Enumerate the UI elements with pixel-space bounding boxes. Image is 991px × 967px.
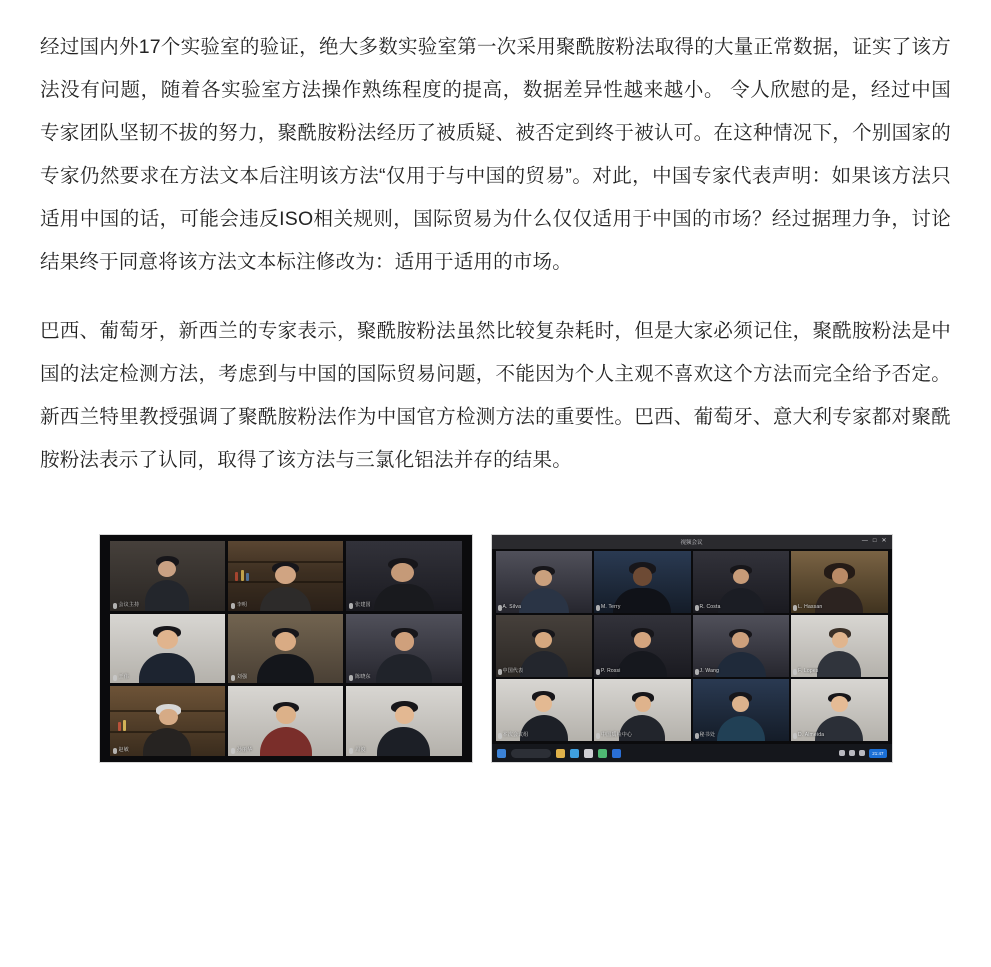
participant-name: 王伟 (118, 674, 129, 681)
mic-icon (231, 748, 235, 754)
mic-icon (498, 733, 502, 739)
mic-icon (349, 748, 353, 754)
participant-name: 孙丽华 (236, 746, 253, 753)
participant-name: 李明 (236, 601, 248, 608)
close-icon[interactable]: ✕ (881, 538, 887, 544)
mic-icon (793, 733, 797, 739)
article-body (40, 26, 951, 482)
paragraph-2: 巴西、葡萄牙，新西兰的专家表示，聚酰胺粉法虽然比较复杂耗时，但是大家必须记住，聚酰胺粉法是中国的法定检测方法，考虑到与中国的国际贸易问题，不能因为个人主观不喜欢这个方法而完全给予否定。新西兰特里教授强调了聚酰胺粉法作为中国官方检测方法的重要性。巴西、葡萄牙、意大利专家都对聚酰胺粉法表示了认同，取得了该方法与三氯化铝法并存的结果。 (40, 320, 951, 471)
windows-taskbar[interactable] (492, 744, 892, 762)
participant-name: M. Terry (601, 604, 621, 610)
volume-icon[interactable] (849, 750, 855, 756)
mic-icon (498, 605, 502, 611)
battery-icon[interactable] (859, 750, 865, 756)
video-tile[interactable] (594, 551, 691, 613)
participant-name: L. Hassan (798, 604, 823, 610)
video-tile[interactable] (496, 679, 593, 741)
participant-name: 会议主持 (118, 601, 140, 608)
mic-icon (349, 603, 353, 609)
participant-name: 周俊 (355, 746, 366, 753)
mic-icon (793, 669, 797, 675)
window-titlebar (492, 535, 892, 549)
maximize-icon[interactable]: □ (872, 538, 877, 544)
mic-icon (231, 675, 235, 681)
minimize-icon[interactable]: — (861, 538, 868, 544)
mic-icon (695, 669, 699, 675)
participant-name: R. Costa (699, 604, 721, 610)
meeting-screenshot-left (99, 534, 473, 763)
browser-icon[interactable] (570, 749, 579, 758)
participant-name: J. Wang (699, 668, 720, 674)
paragraph-1: 经过国内外17个实验室的验证，绝大多数实验室第一次采用聚酰胺粉法取得的大量正常数据，证实了该方法没有问题，随着各实验室方法操作熟练程度的提高，数据差异性越来越小。 令人欣慰的是，经过中国专家团队坚韧不拔的努力，聚酰胺粉法经历了被质疑、被否定到终于被认可。在这种情况下，个别国家的专家仍然要求在方法文本后注明该方法“仅用于与中国的贸易”。对此，中国专家代表声明：如果该方法只适用中国的话，可能会违反ISO相关规则，国际贸易为什么仅仅适用于中国的市场？经过据理力争，讨论结果终于同意将该方法文本标注修改为：适用于适用的市场。 (40, 36, 951, 273)
participant-name: P. Rossi (601, 668, 621, 674)
window-title: 视频会议 (680, 540, 703, 546)
mic-icon (596, 605, 600, 611)
mic-icon (113, 675, 117, 681)
video-tile[interactable] (791, 551, 888, 613)
mic-icon (596, 669, 600, 675)
participant-name: A. Silva (502, 604, 522, 610)
participant-name: 中国代表 (502, 668, 524, 674)
video-tile[interactable] (496, 615, 593, 677)
participant-name: 刘强 (236, 674, 248, 681)
video-tile[interactable] (346, 541, 461, 611)
meeting-app-icon[interactable] (612, 749, 621, 758)
taskbar-clock[interactable]: 21:47 (869, 749, 886, 758)
participant-name: 陈晓东 (355, 674, 371, 681)
video-tile[interactable] (346, 614, 461, 684)
mail-icon[interactable] (584, 749, 593, 758)
mic-icon (695, 605, 699, 611)
figure-row (40, 534, 951, 763)
video-tile[interactable] (110, 541, 225, 611)
participant-name: 本次会议组 (502, 732, 529, 738)
video-tile[interactable] (228, 686, 343, 756)
video-grid-left (110, 541, 462, 756)
mic-icon (113, 603, 117, 609)
explorer-icon[interactable] (556, 749, 565, 758)
participant-name: D. Almeida (798, 732, 825, 738)
taskbar-search-box[interactable] (511, 749, 551, 758)
video-tile[interactable] (594, 615, 691, 677)
video-tile[interactable] (791, 615, 888, 677)
mic-icon (596, 733, 600, 739)
window-controls[interactable] (862, 538, 887, 544)
participant-name: 中国质检中心 (601, 732, 633, 738)
taskbar-tray[interactable] (839, 749, 886, 758)
video-tile[interactable] (693, 679, 790, 741)
participant-name: 赵敏 (118, 746, 129, 753)
video-tile[interactable] (496, 551, 593, 613)
meeting-screenshot-right (491, 534, 893, 763)
mic-icon (349, 675, 353, 681)
video-tile[interactable] (693, 615, 790, 677)
participant-name: 秘书处 (699, 732, 716, 738)
mic-icon (113, 748, 117, 754)
mic-icon (231, 603, 235, 609)
network-icon[interactable] (839, 750, 845, 756)
video-tile[interactable] (228, 541, 343, 611)
mic-icon (695, 733, 699, 739)
participant-name: F. Lopes (798, 668, 819, 674)
chat-icon[interactable] (598, 749, 607, 758)
video-tile[interactable] (693, 551, 790, 613)
participant-name: 张建国 (355, 601, 371, 608)
video-tile[interactable] (110, 614, 225, 684)
mic-icon (498, 669, 502, 675)
video-tile[interactable] (791, 679, 888, 741)
video-tile[interactable] (594, 679, 691, 741)
video-grid-right (496, 551, 888, 741)
video-tile[interactable] (346, 686, 461, 756)
video-tile[interactable] (228, 614, 343, 684)
mic-icon (793, 605, 797, 611)
start-icon[interactable] (497, 749, 506, 758)
video-tile[interactable] (110, 686, 225, 756)
